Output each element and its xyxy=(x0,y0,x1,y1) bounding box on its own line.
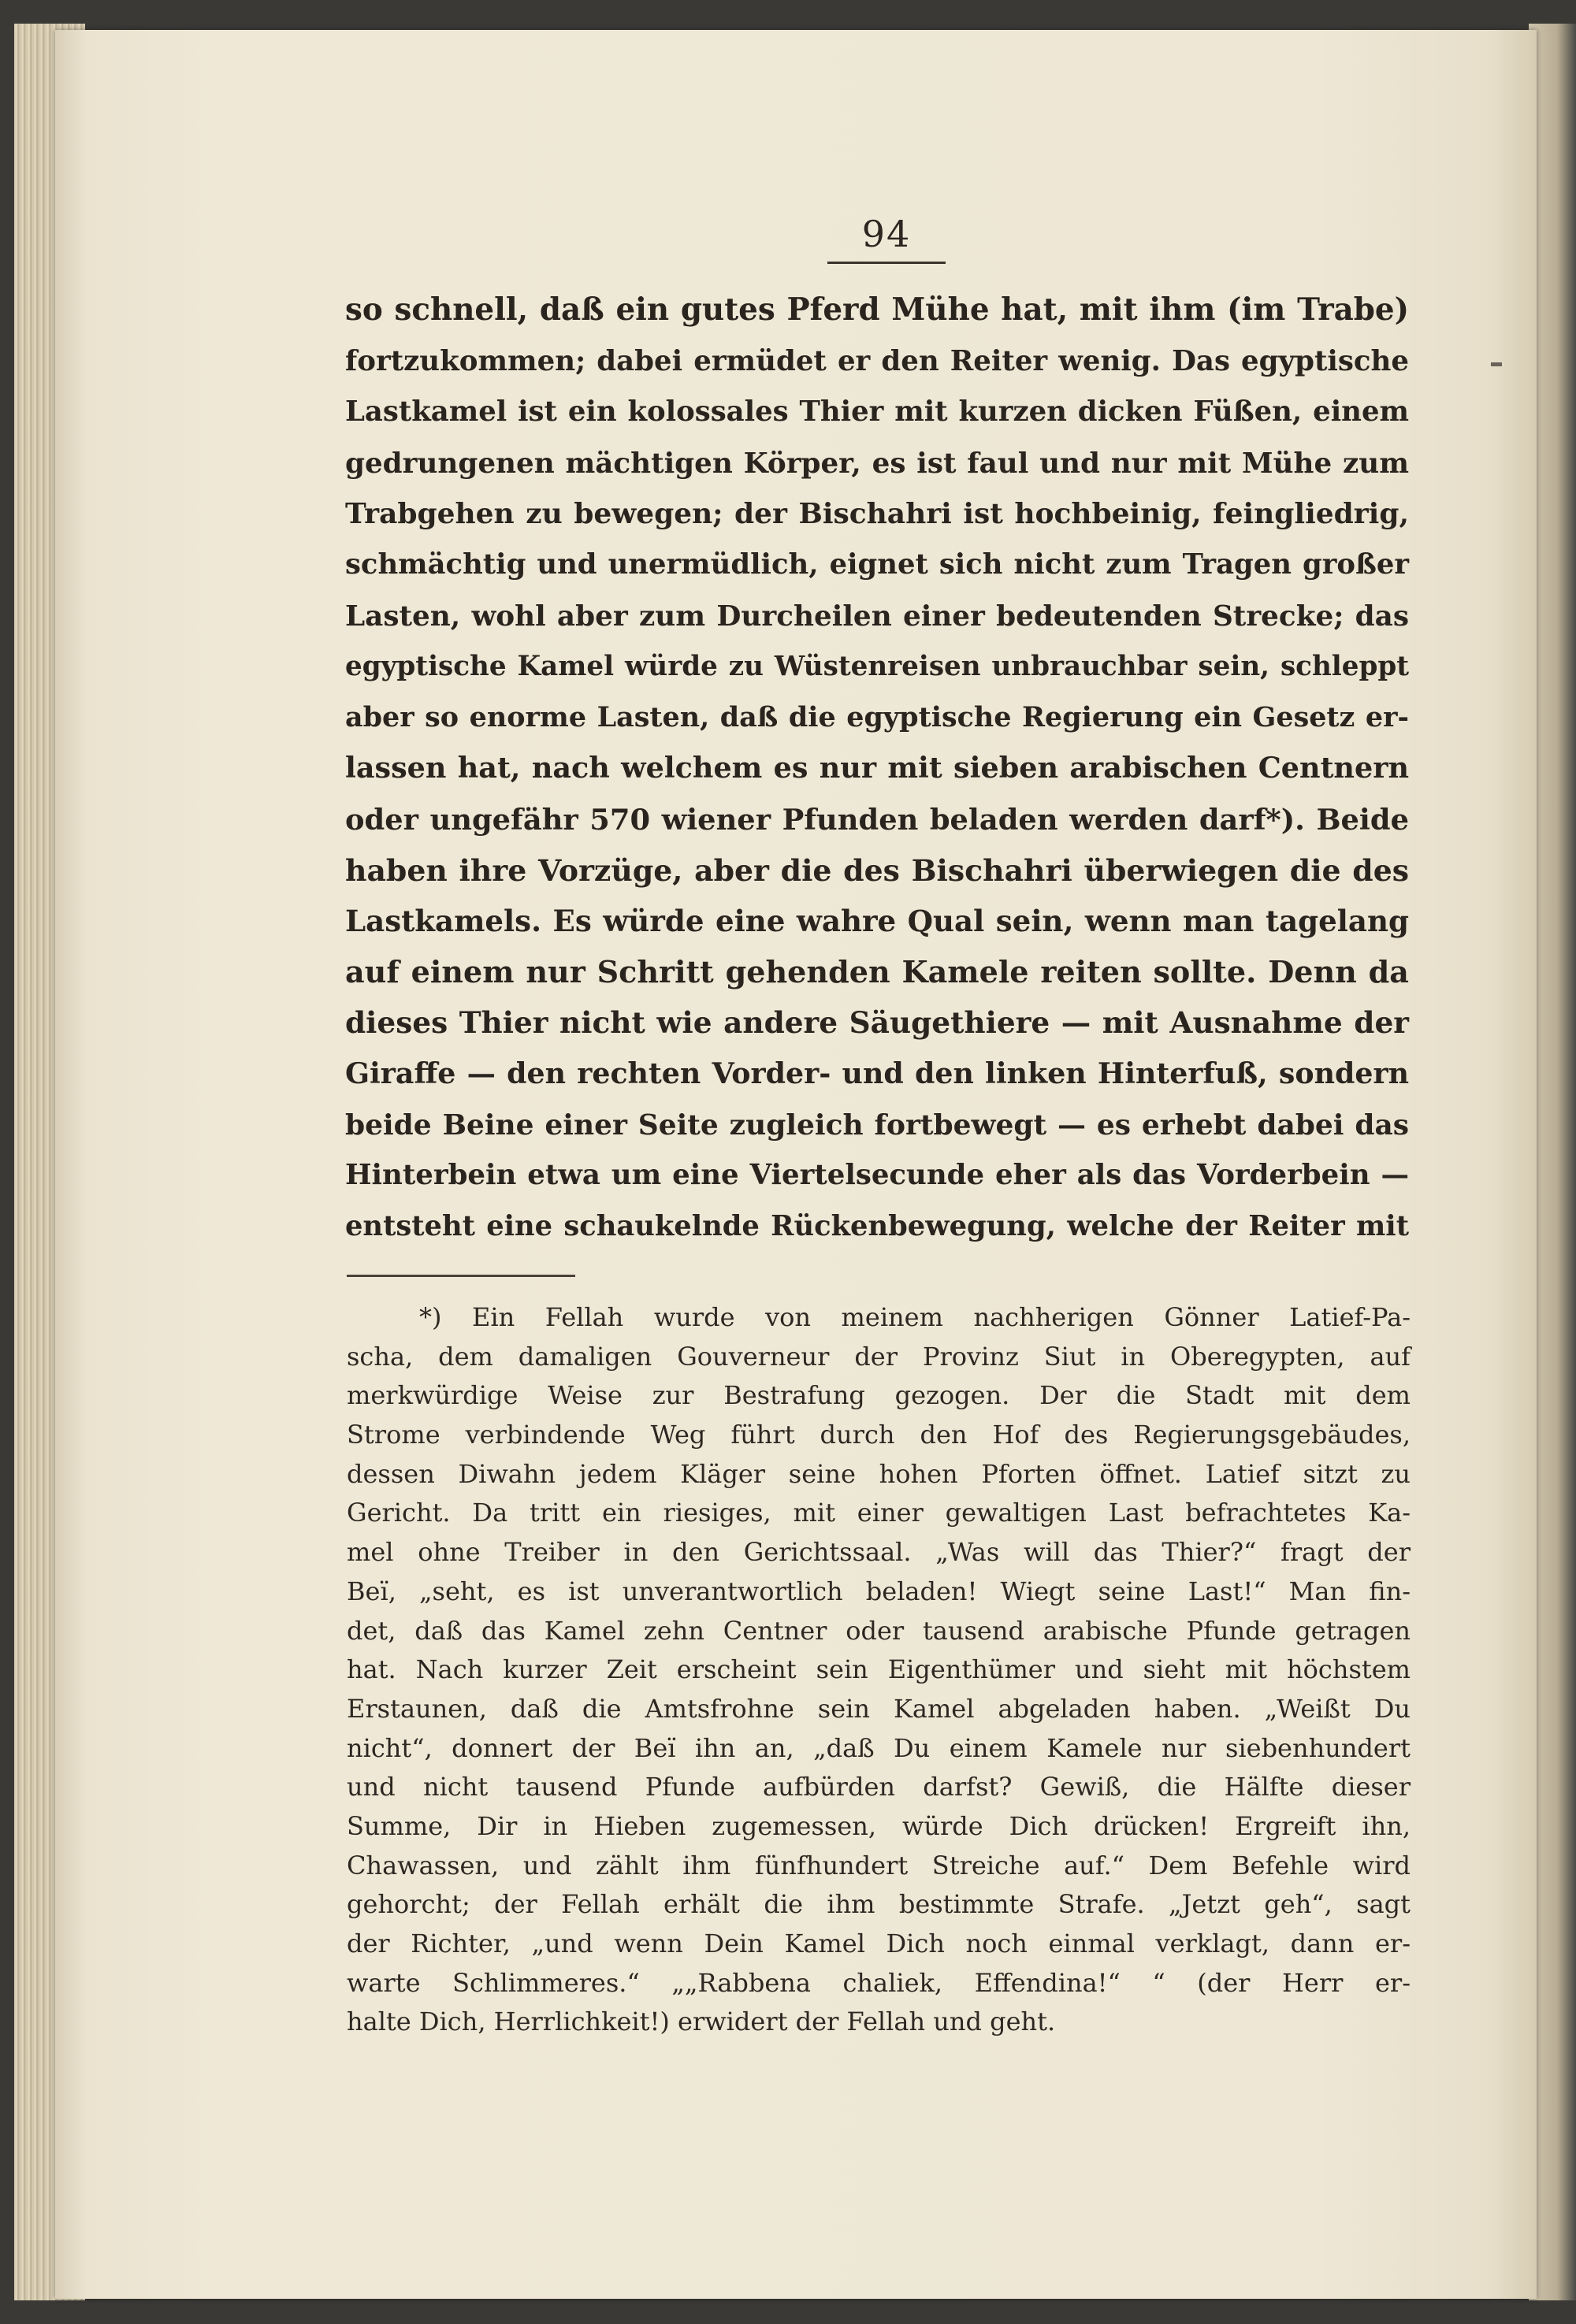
header-rule xyxy=(827,262,946,264)
footnote-line: nicht“, donnert der Beï ihn an, „daß Du einem Kamele nur siebenhundert xyxy=(347,1732,1411,1763)
footnote-line: mel ohne Treiber in den Gerichtssaal. „Was will das Thier?“ fragt der xyxy=(347,1537,1411,1568)
text-line: oder ungefähr 570 wiener Pfunden beladen werden darf*). Beide xyxy=(345,801,1409,837)
footnote-line: merkwürdige Weise zur Bestrafung gezogen. Der die Stadt mit dem xyxy=(347,1380,1411,1411)
text-line: aber so enorme Lasten, daß die egyptische Regierung ein Gesetz er- xyxy=(345,700,1409,733)
footnote-line: det, daß das Kamel zehn Centner oder tausend arabische Pfunde getragen xyxy=(347,1615,1411,1646)
footnote-line: Strome verbindende Weg führt durch den Hof des Regierungsgebäudes, xyxy=(347,1420,1411,1450)
footnote-line: *) Ein Fellah wurde von meinem nachherigen Gönner Latief-Pa- xyxy=(419,1302,1411,1332)
text-line: Lastkamels. Es würde eine wahre Qual sein, wenn man tagelang xyxy=(345,904,1409,939)
text-line: so schnell, daß ein gutes Pferd Mühe hat, mit ihm (im Trabe) xyxy=(345,292,1409,328)
margin-mark xyxy=(1491,362,1502,366)
text-line: Trabgehen zu bewegen; der Bischahri ist hochbeinig, feingliedrig, xyxy=(345,497,1409,531)
footnote xyxy=(347,1298,1411,2042)
main-text xyxy=(345,285,1409,1252)
text-line: dieses Thier nicht wie andere Säugethiere — mit Ausnahme der xyxy=(345,1005,1409,1041)
text-line: gedrungenen mächtigen Körper, es ist faul und nur mit Mühe zum xyxy=(345,446,1409,480)
text-line: egyptische Kamel würde zu Wüstenreisen unbrauchbar sein, schleppt xyxy=(345,651,1409,683)
footnote-line: Chawassen, und zählt ihm fünfhundert Streiche auf.“ Dem Befehle wird xyxy=(347,1850,1411,1880)
footnote-line: halte Dich, Herrlichkeit!) erwidert der Fellah und geht. xyxy=(347,2007,1056,2037)
footnote-line: der Richter, „und wenn Dein Kamel Dich noch einmal verklagt, dann er- xyxy=(347,1929,1411,1958)
text-line: Lastkamel ist ein kolossales Thier mit kurzen dicken Füßen, einem xyxy=(345,395,1409,429)
footnote-line: Gericht. Da tritt ein riesiges, mit einer gewaltigen Last befrachtetes Ka- xyxy=(347,1498,1411,1528)
footnote-line: scha, dem damaligen Gouverneur der Provinz Siut in Oberegypten, auf xyxy=(347,1341,1411,1372)
text-line: entsteht eine schaukelnde Rückenbewegung, welche der Reiter mit xyxy=(345,1209,1409,1242)
footnote-line: dessen Diwahn jedem Kläger seine hohen Pforten öffnet. Latief sitzt zu xyxy=(347,1458,1411,1489)
page-number: 94 xyxy=(861,213,912,255)
footnote-line: Beï, „seht, es ist unverantwortlich beladen! Wiegt seine Last!“ Man fin- xyxy=(347,1576,1411,1606)
text-line: fortzukommen; dabei ermüdet er den Reiter wenig. Das egyptische xyxy=(345,344,1409,377)
footnote-line: Summe, Dir in Hieben zugemessen, würde Dich drücken! Ergreift ihn, xyxy=(347,1810,1411,1841)
text-line: Giraffe — den rechten Vorder- und den linken Hinterfuß, sondern xyxy=(345,1056,1409,1090)
text-line: lassen hat, nach welchem es nur mit sieben arabischen Centnern xyxy=(345,751,1409,785)
footnote-line: gehorcht; der Fellah erhält die ihm bestimmte Strafe. „Jetzt geh“, sagt xyxy=(347,1889,1411,1920)
text-line: beide Beine einer Seite zugleich fortbewegt — es erhebt dabei das xyxy=(345,1108,1409,1142)
text-line: Hinterbein etwa um eine Viertelsecunde eher als das Vorderbein — xyxy=(345,1159,1409,1192)
footnote-line: hat. Nach kurzer Zeit erscheint sein Eigenthümer und sieht mit höchstem xyxy=(347,1654,1411,1685)
text-line: Lasten, wohl aber zum Durcheilen einer bedeutenden Strecke; das xyxy=(345,599,1409,633)
footnote-line: und nicht tausend Pfunde aufbürden darfst? Gewiß, die Hälfte dieser xyxy=(347,1772,1411,1802)
footnote-line: warte Schlimmeres.“ „„Rabbena chaliek, Effendina!“ “ (der Herr er- xyxy=(347,1967,1411,1998)
text-line: haben ihre Vorzüge, aber die des Bischahri überwiegen die des xyxy=(345,852,1409,888)
footnote-rule xyxy=(347,1275,575,1277)
text-line: schmächtig und unermüdlich, eignet sich nicht zum Tragen großer xyxy=(345,548,1409,581)
footnote-line: Erstaunen, daß die Amtsfrohne sein Kamel abgeladen haben. „Weißt Du xyxy=(347,1693,1411,1724)
text-line: auf einem nur Schritt gehenden Kamele reiten sollte. Denn da xyxy=(345,953,1409,989)
